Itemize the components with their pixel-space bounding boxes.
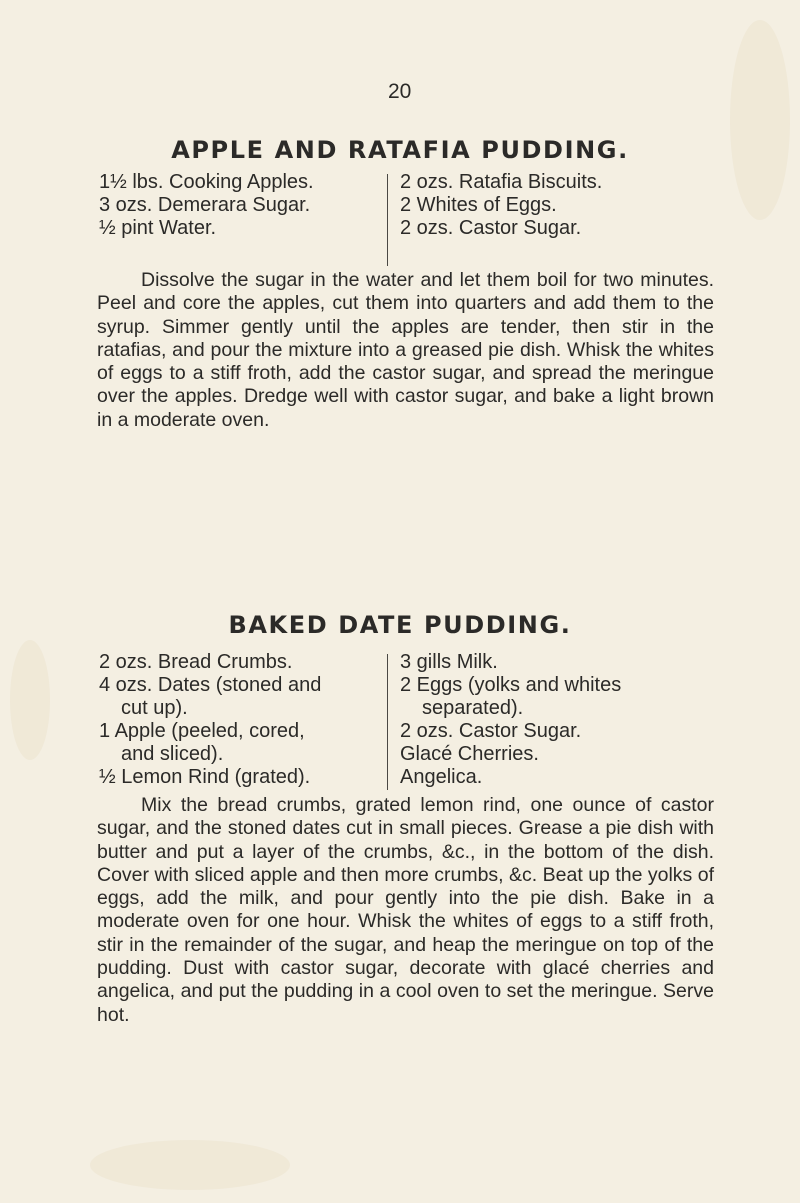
ingredient-item: Glacé Cherries.: [400, 743, 539, 765]
ingredient-item: 3 ozs. Demerara Sugar.: [99, 194, 311, 216]
recipe-title: APPLE AND RATAFIA PUDDING.: [171, 136, 629, 164]
ingredient-item: 2 ozs. Ratafia Biscuits.: [400, 171, 603, 193]
ingredient-item: Angelica.: [400, 766, 483, 788]
ingredient-item: 1 Apple (peeled, cored,: [99, 720, 305, 742]
recipe-method: Mix the bread crumbs, grated lemon rind, one ounce of castor sugar, and the stoned dates cut in small pieces. Grease a pie dish with butter and put a layer of the crumbs, &c., in the bottom of the dish. Cover with sliced apple and then more crumbs, &c. Beat up the yolks of eggs, add the milk, and pour gently into the pie dish. Bake in a moderate oven for one hour. Whisk the whites of eggs to a stiff froth, stir in the remainder of the sugar, and heap the meringue on top of the pudding. Dust with castor sugar, decorate with glacé cherries and angelica, and put the pudding in a cool oven to set the meringue. Serve hot.: [97, 794, 714, 1026]
ingredients-left-column: [99, 171, 314, 240]
column-divider: [387, 174, 388, 266]
ingredients-left-column: [99, 651, 321, 789]
ingredient-item: 2 ozs. Bread Crumbs.: [99, 651, 293, 673]
ingredients-right-column: [400, 171, 602, 240]
ingredient-item: 2 Eggs (yolks and whites: [400, 674, 622, 696]
ingredient-item: 3 gills Milk.: [400, 651, 498, 673]
ingredient-item: cut up).: [121, 697, 188, 719]
ingredient-item: separated).: [422, 697, 524, 719]
column-divider: [387, 654, 388, 790]
ingredient-item: 1½ lbs. Cooking Apples.: [99, 171, 314, 193]
paper-stain: [730, 20, 790, 220]
page-number: 20: [388, 80, 412, 103]
ingredient-item: 2 Whites of Eggs.: [400, 194, 557, 216]
recipe-method: Dissolve the sugar in the water and let them boil for two minutes. Peel and core the apples, cut them into quarters and add them to the syrup. Simmer gently until the apples are tender, then stir in the ratafias, and pour the mixture into a greased pie dish. Whisk the whites of eggs to a stiff froth, add the castor sugar, and spread the meringue over the apples. Dredge well with castor sugar, and bake a light brown in a moderate oven.: [97, 269, 714, 431]
ingredient-item: ½ Lemon Rind (grated).: [99, 766, 311, 788]
paper-stain: [10, 640, 50, 760]
paper-stain: [90, 1140, 290, 1190]
ingredient-item: ½ pint Water.: [99, 217, 217, 239]
recipe-title: BAKED DATE PUDDING.: [228, 611, 572, 639]
ingredient-item: and sliced).: [121, 743, 224, 765]
ingredients-right-column: [400, 651, 621, 789]
ingredient-item: 4 ozs. Dates (stoned and: [99, 674, 322, 696]
ingredient-item: 2 ozs. Castor Sugar.: [400, 720, 582, 742]
ingredient-item: 2 ozs. Castor Sugar.: [400, 217, 582, 239]
